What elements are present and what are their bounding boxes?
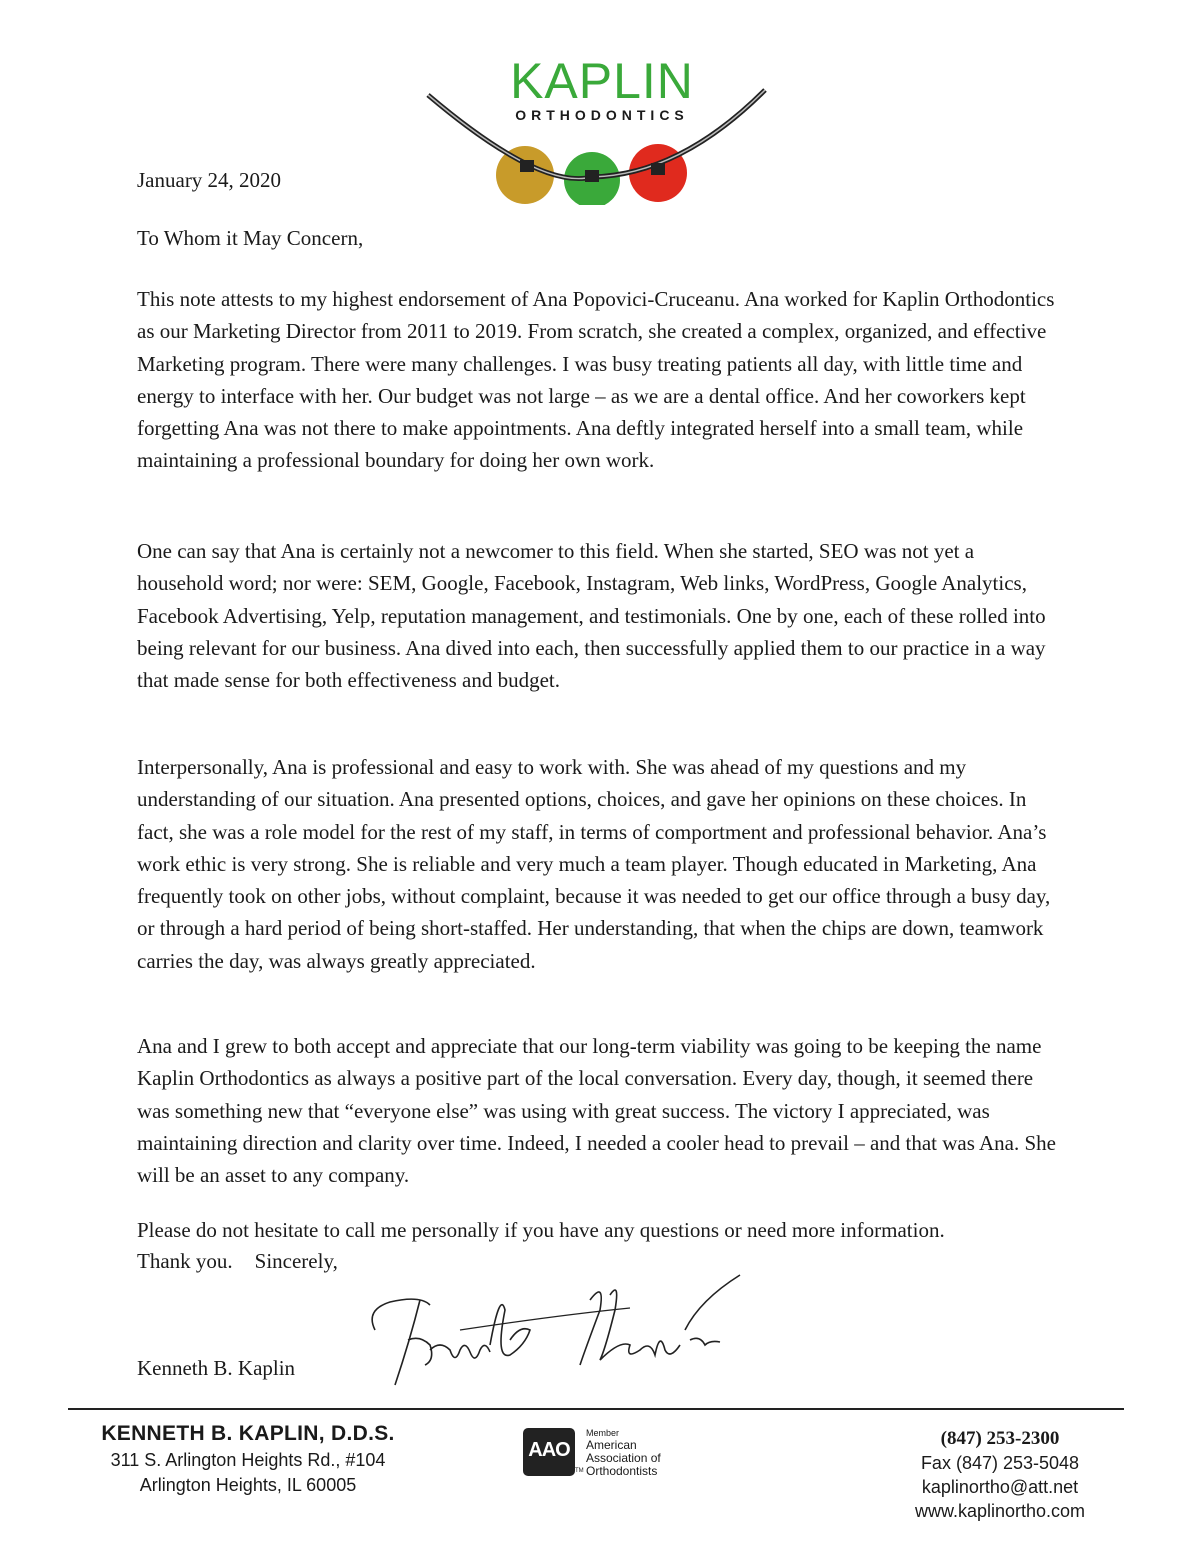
paragraph-experience: One can say that Ana is certainly not a newcomer to this field. When she started, SEO was not yet a household word; nor were: SEM, Google, Facebook, Instagram, Web links, WordPress, Google Analytics, Facebook Advertising, Yelp, reputation management, and testimonials. One by one, each of these rolled into being relevant for our business. Ana dived into each, then successfully applied them to our practice in a way that made sense for both effectiveness and budget.	[137, 539, 1046, 693]
logo-title: KAPLIN	[510, 53, 694, 109]
fax-number: Fax (847) 253-5048	[920, 1453, 1080, 1473]
paragraph-conclusion: Ana and I grew to both accept and appreciate that our long-term viability was going to be keeping the name Kaplin Orthodontics as always a positive part of the local conversation. Every day, though, it seemed there was something new that “everyone else” was using with great success. The victory I appreciated, was maintaining direction and clarity over time. Indeed, I needed a cooler head to prevail – and that was Ana. She will be an asset to any company.	[137, 1034, 1057, 1188]
signer-name: Kenneth B. Kaplin	[137, 1356, 296, 1380]
email-address: kaplinortho@att.net	[921, 1477, 1079, 1497]
doctor-name: KENNETH B. KAPLIN, D.D.S.	[101, 1422, 395, 1445]
phone-number: (847) 253-2300	[940, 1428, 1060, 1449]
handwritten-signature	[360, 1270, 750, 1400]
aao-line-2: Association of	[586, 1451, 661, 1465]
footer-contact-info	[890, 1426, 1110, 1523]
closing-line: Please do not hesitate to call me personally if you have any questions or need more information.	[137, 1218, 945, 1242]
salutation: To Whom it May Concern,	[137, 226, 364, 250]
aao-line-1: American	[586, 1438, 637, 1452]
paragraph-endorsement: This note attests to my highest endorsement of Ana Popovici-Cruceanu. Ana worked for Kaplin Orthodontics as our Marketing Director from 2011 to 2019. From scratch, she created a complex, organized, and effective Marketing program. There were many challenges. I was busy treating patients all day, with little time and energy to interface with her. Our budget was not large – as we are a dental office. And her coworkers kept forgetting Ana was not there to make appointments. Ana deftly integrated herself into a small team, while maintaining a professional boundary for doing her own work.	[137, 287, 1055, 473]
footer-practice-info	[68, 1420, 428, 1498]
letter-date: January 24, 2020	[137, 168, 282, 192]
address-line-1: 311 S. Arlington Heights Rd., #104	[110, 1450, 386, 1470]
closing	[137, 1215, 945, 1277]
footer-divider	[68, 1408, 1124, 1410]
address-line-2: Arlington Heights, IL 60005	[139, 1475, 357, 1495]
aao-line-3: Orthodontists	[586, 1464, 658, 1478]
sign-off: Sincerely,	[254, 1249, 338, 1273]
aao-logo-icon: AAO	[523, 1428, 575, 1476]
thanks: Thank you.	[137, 1249, 233, 1273]
logo-subtitle: ORTHODONTICS	[515, 107, 689, 123]
kaplin-orthodontics-logo	[420, 55, 770, 205]
trademark: TM	[575, 1468, 584, 1474]
paragraph-interpersonal: Interpersonally, Ana is professional and easy to work with. She was ahead of my questions and my understanding of our situation. Ana presented options, choices, and gave her opinions on these choices. In fact, she was a role model for the rest of my staff, in terms of comportment and professional behavior. Ana’s work ethic is very strong. She is reliable and very much a team player. Though educated in Marketing, Ana frequently took on other jobs, without complaint, because it was needed to get our office through a busy day, or through a hard period of being short-staffed. Her understanding, that when the chips are down, teamwork carries the day, was always greatly appreciated.	[137, 755, 1051, 973]
aao-text	[586, 1428, 661, 1478]
aao-member: Member	[586, 1428, 620, 1438]
website: www.kaplinortho.com	[914, 1501, 1086, 1521]
